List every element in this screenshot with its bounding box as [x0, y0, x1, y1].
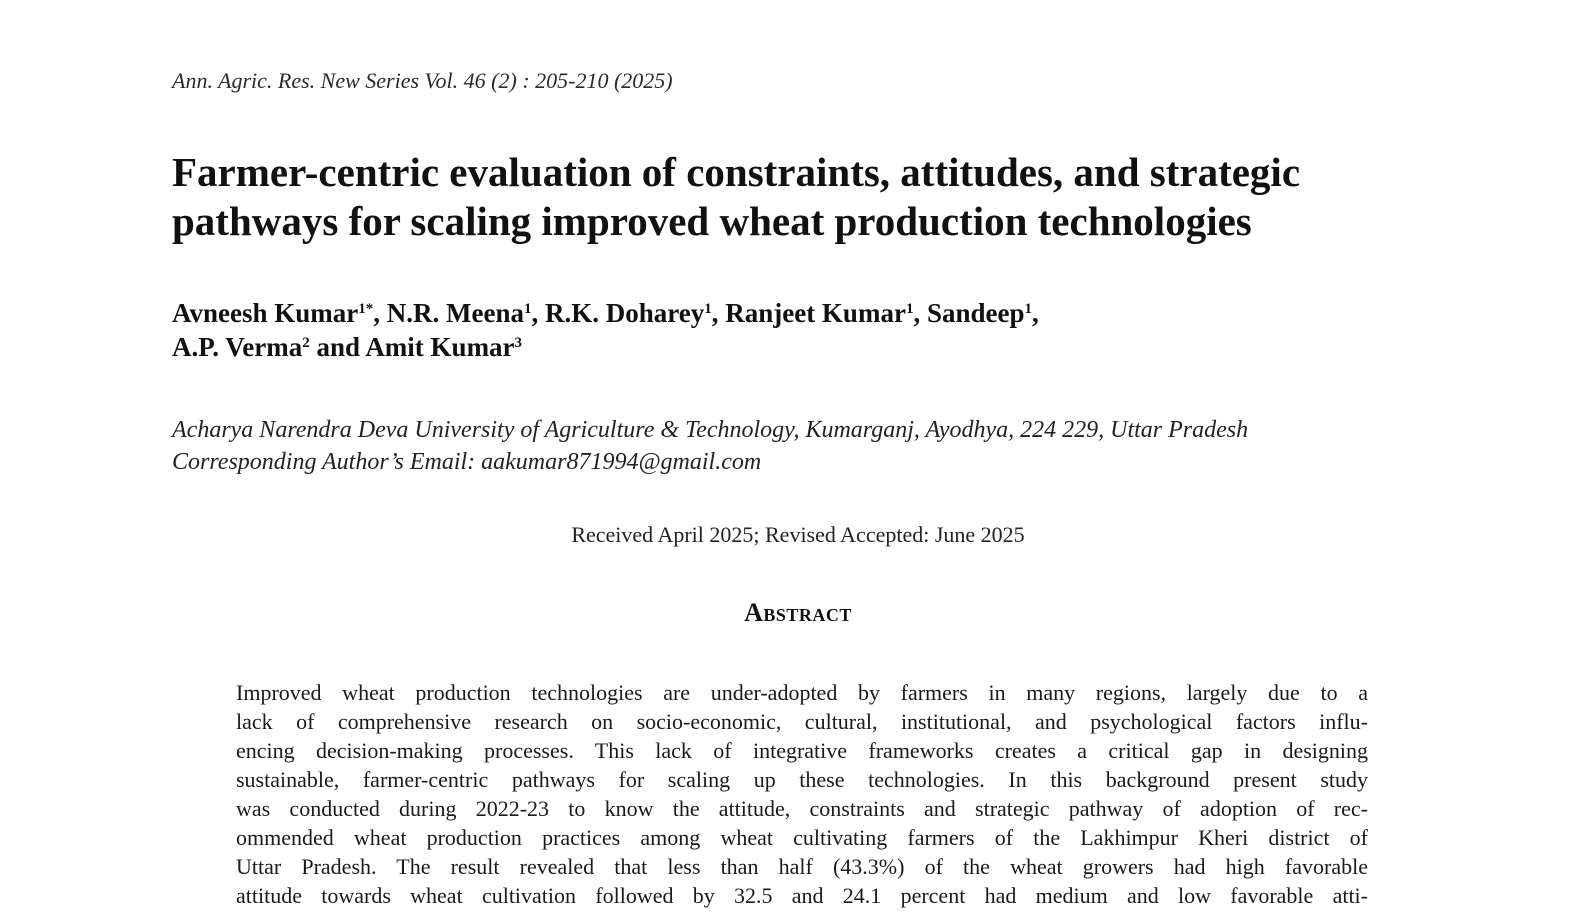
abstract-line: was conducted during 2022-23 to know the attitude, constraints and strategic pathway of adoption of rec-	[236, 796, 1368, 821]
abstract-line: lack of comprehensive research on socio-economic, cultural, institutional, and psychological factors influ-	[236, 709, 1368, 734]
author-affiliation-mark: 1	[1024, 301, 1032, 317]
author-separator: ,	[373, 298, 387, 328]
author-list	[172, 296, 1039, 364]
author-name: Avneesh Kumar	[172, 298, 359, 328]
author-affiliation-mark: 1	[523, 301, 532, 317]
abstract-line: sustainable, farmer-centric pathways for scaling up these technologies. In this background present study	[236, 767, 1368, 792]
author-separator: ,	[531, 298, 545, 328]
journal-reference: Ann. Agric. Res. New Series Vol. 46 (2) : 205-210 (2025)	[172, 68, 673, 93]
author-name: Ranjeet Kumar	[725, 298, 906, 328]
abstract-body	[236, 678, 1368, 910]
author-separator: ,	[913, 298, 927, 328]
author-name: A.P. Verma	[172, 332, 303, 362]
author-name: N.R. Meena	[386, 298, 524, 328]
author-separator: ,	[711, 298, 726, 328]
abstract-line: Improved wheat production technologies are under-adopted by farmers in many regions, largely due to a	[236, 680, 1368, 705]
corresponding-email[interactable]: Corresponding Author’s Email: aakumar871994@gmail.com	[172, 449, 762, 475]
abstract-line: ommended wheat production practices among wheat cultivating farmers of the Lakhimpur Kheri district of	[236, 825, 1368, 850]
author-affiliation-mark: 1*	[358, 301, 374, 317]
title-line: Farmer-centric evaluation of constraints, attitudes, and strategic	[172, 149, 1301, 195]
author-affiliation-mark: 1	[905, 301, 914, 317]
author-separator: and	[309, 332, 366, 362]
author-line	[172, 296, 1039, 330]
abstract-line: attitude towards wheat cultivation followed by 32.5 and 24.1 percent had medium and low favorable atti-	[236, 883, 1368, 908]
paper-title	[172, 148, 1432, 246]
author-name: Amit Kumar	[365, 332, 515, 362]
author-name: Sandeep	[926, 298, 1025, 328]
affiliation-text: Acharya Narendra Deva University of Agriculture & Technology, Kumarganj, Ayodhya, 224 229, Uttar Pradesh	[172, 417, 1249, 443]
author-name: R.K. Doharey	[544, 298, 705, 328]
abstract-heading: Abstract	[744, 598, 852, 627]
abstract-line: Uttar Pradesh. The result revealed that less than half (43.3%) of the wheat growers had high favorable	[236, 854, 1368, 879]
affiliation-block	[172, 414, 1248, 478]
author-affiliation-mark: 1	[704, 301, 712, 317]
author-separator: ,	[1031, 298, 1039, 328]
author-affiliation-mark: 3	[514, 335, 523, 351]
title-line: pathways for scaling improved wheat production technologies	[172, 198, 1252, 244]
received-dates: Received April 2025; Revised Accepted: June 2025	[571, 522, 1025, 547]
abstract-line: encing decision-making processes. This lack of integrative frameworks creates a critical gap in designing	[236, 738, 1368, 763]
author-affiliation-mark: 2	[302, 335, 310, 351]
author-line	[172, 330, 1039, 364]
